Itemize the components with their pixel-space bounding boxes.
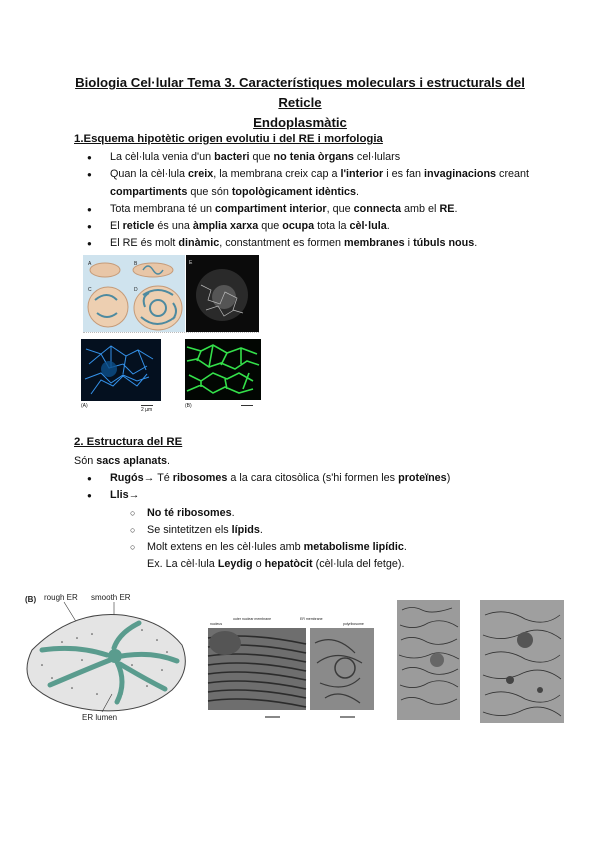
list-item: ● Quan la cèl·lula creix, la membrana creix cap a l'interior i es fan invaginacions creant compartiments que són topològicament idèntics.	[84, 166, 544, 201]
list-item: ● El RE és molt dinàmic, constantment es formen membranes i túbuls nous.	[84, 235, 544, 252]
figure-caption-b	[185, 401, 265, 413]
em-label: nucleus	[210, 622, 223, 626]
figure-label-b: B	[134, 261, 138, 267]
er-lumen-label: ER lumen	[82, 713, 118, 722]
example-line: Ex. La cèl·lula Leydig o hepatòcit (cèl·lula del fetge).	[147, 558, 405, 571]
document-title	[60, 73, 540, 133]
sub-list-item: ○ No té ribosomes.	[130, 505, 544, 522]
scale-bar	[141, 405, 153, 406]
list-item: ● La cèl·lula venia d'un bacteri que no tenia òrgans cel·lulars	[84, 149, 544, 166]
section-2-heading: 2. Estructura del RE	[74, 436, 183, 448]
figure-label-d: D	[134, 287, 138, 293]
er-fluorescence-grayscale	[186, 255, 259, 332]
figure-caption-a	[81, 401, 161, 413]
section-2-bullet-list	[84, 470, 544, 574]
list-item-rough-er: ● Rugós→ Té ribosomes a la cara citosòlica (s'hi formen les proteïnes)	[84, 470, 544, 487]
liver-micrograph-right	[480, 600, 564, 723]
figure-label-a: A	[88, 261, 92, 267]
list-item-smooth-er: ● Llis→ ○ No té ribosomes. ○ Se sintetitzen els lípids. ○ Molt extens en les cèl·lules amb metabolisme lipídic. Ex. La cèl·lula Leydig o hepatòcit (cèl·lula del fetge).	[84, 487, 544, 573]
liver-micrograph-left	[397, 600, 460, 720]
list-item: ● Tota membrana té un compartiment interior, que connecta amb el RE.	[84, 201, 544, 218]
figure-label-e: E	[189, 260, 193, 266]
em-label: ER membrane	[300, 617, 323, 621]
em-label: polyribosome	[343, 622, 364, 626]
panel-label-a: (A)	[81, 403, 88, 409]
list-item: ● El reticle és una àmplia xarxa que ocupa tota la cèl·lula.	[84, 218, 544, 235]
sub-list-item: ○ Se sintetitzen els lípids.	[130, 522, 544, 539]
panel-label: (B)	[25, 595, 37, 604]
panel-label-b: (B)	[185, 403, 192, 409]
er-network-green-image	[185, 339, 261, 400]
rough-er-label: rough ER	[44, 593, 78, 602]
em-label: outer nuclear membrane	[233, 617, 272, 621]
scale-bar	[241, 405, 253, 406]
section-2-intro: Són sacs aplanats.	[74, 455, 171, 467]
figure-label-c: C	[88, 287, 92, 293]
er-structure-drawing	[22, 590, 192, 725]
section-1-bullet-list	[84, 149, 544, 253]
smooth-er-sublist	[110, 505, 544, 557]
evolution-scheme-figure	[83, 255, 185, 332]
scale-label: 2 µm	[141, 407, 153, 413]
title-line-2: Endoplasmàtic	[253, 115, 347, 130]
title-line-1: Biologia Cel·lular Tema 3. Característiques moleculars i estructurals del Reticle	[75, 75, 525, 110]
er-network-blue-image	[81, 339, 161, 401]
section-1-heading: 1.Esquema hipotètic origen evolutiu i del RE i morfologia	[74, 133, 383, 145]
smooth-er-label: smooth ER	[91, 593, 131, 602]
sub-list-item: ○ Molt extens en les cèl·lules amb metabolisme lipídic.	[130, 539, 544, 556]
er-electron-micrographs	[205, 613, 377, 723]
